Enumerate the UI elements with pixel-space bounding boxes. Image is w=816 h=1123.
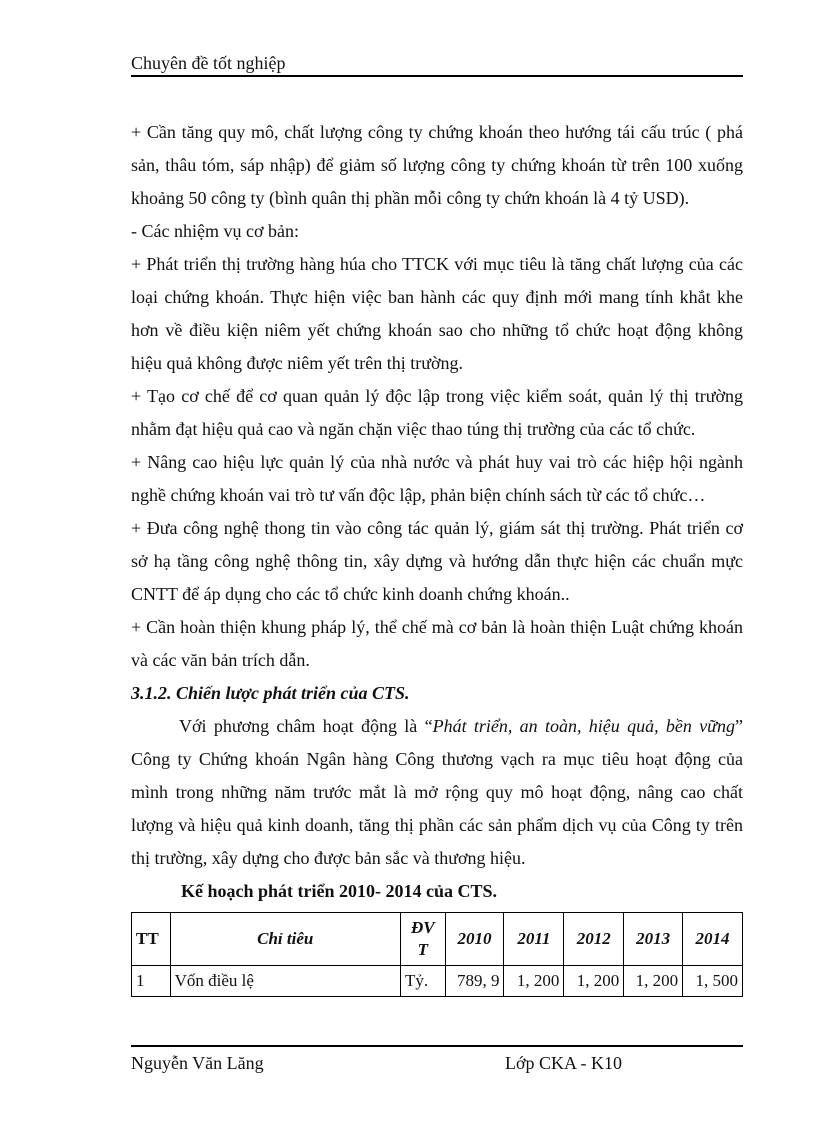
paragraph: + Cần tăng quy mô, chất lượng công ty chứng khoán theo hướng tái cấu trúc ( phá sản, thâu tóm, sáp nhập) để giảm số lượng công ty chứng khoán từ trên 100 xuống khoảng 50 công ty (bình quân thị phần mỗi công ty chứn khoán là 4 tỷ USD). xyxy=(131,122,743,208)
footer-author: Nguyễn Văn Lăng xyxy=(131,1053,264,1073)
table-cell: 1 xyxy=(132,966,171,997)
plan-table xyxy=(131,912,743,997)
section-heading: 3.1.2. Chiến lược phát triển của CTS. xyxy=(131,683,410,703)
document-body xyxy=(131,116,743,997)
table-cell: 1, 200 xyxy=(504,966,564,997)
header-cell-unit: ĐV T xyxy=(400,913,445,966)
table-cell: 1, 200 xyxy=(564,966,624,997)
footer-class: Lớp CKA - K10 xyxy=(505,1053,623,1073)
paragraph: - Các nhiệm vụ cơ bản: xyxy=(131,221,299,241)
intro-prefix: Với phương châm hoạt động là “ xyxy=(179,716,433,736)
page-footer xyxy=(131,1045,743,1073)
table-cell: 1, 200 xyxy=(624,966,683,997)
paragraph: + Phát triển thị trường hàng húa cho TTCK với mục tiêu là tăng chất lượng của các loại chứng khoán. Thực hiện việc ban hành các quy định mới mang tính khắt khe hơn về điều kiện niêm yết chứng khoán sao cho những tổ chức hoạt động không hiệu quả không được niêm yết trên thị trường. xyxy=(131,254,743,373)
table-cell: 789, 9 xyxy=(445,966,504,997)
paragraph: + Đưa công nghệ thong tin vào công tác quản lý, giám sát thị trường. Phát triển cơ sở hạ tầng công nghệ thông tin, xây dựng và hướng dẫn thực hiện các chuẩn mực CNTT để áp dụng cho các tổ chức kinh doanh chứng khoán.. xyxy=(131,518,743,604)
header-cell-2013: 2013 xyxy=(624,913,683,966)
page-header xyxy=(131,50,743,77)
table-row xyxy=(132,966,743,997)
table-cell: Vốn điều lệ xyxy=(170,966,400,997)
table-header-row xyxy=(132,913,743,966)
header-cell-indicator: Chỉ tiêu xyxy=(170,913,400,966)
header-cell-tt: TT xyxy=(132,913,171,966)
table-cell: 1, 500 xyxy=(683,966,743,997)
intro-motto: Phát triển, an toàn, hiệu quả, bền vững xyxy=(432,716,735,736)
table-caption: Kế hoạch phát triển 2010- 2014 của CTS. xyxy=(181,881,498,901)
header-title: Chuyên đề tốt nghiệp xyxy=(131,53,286,73)
paragraph: + Nâng cao hiệu lực quản lý của nhà nước và phát huy vai trò các hiệp hội ngành nghề chứng khoán vai trò tư vấn độc lập, phản biện chính sách từ các tổ chức… xyxy=(131,452,743,505)
header-cell-2012: 2012 xyxy=(564,913,624,966)
header-cell-2010: 2010 xyxy=(445,913,504,966)
intro-suffix: ” Công ty Chứng khoán Ngân hàng Công thương vạch ra mục tiêu hoạt động của mình trong những năm trước mắt là mở rộng quy mô hoạt động, nâng cao chất lượng và hiệu quả kinh doanh, tăng thị phần các sản phẩm dịch vụ của Công ty trên thị trường, xây dựng cho được bản sắc và thương hiệu. xyxy=(131,716,743,868)
header-cell-2014: 2014 xyxy=(683,913,743,966)
paragraph: + Tạo cơ chế để cơ quan quản lý độc lập trong việc kiểm soát, quản lý thị trường nhằm đạt hiệu quả cao và ngăn chặn việc thao túng thị trường của các tổ chức. xyxy=(131,386,743,439)
header-cell-2011: 2011 xyxy=(504,913,564,966)
table-cell: Tỷ. xyxy=(400,966,445,997)
section-intro xyxy=(131,710,743,875)
paragraph: + Cần hoàn thiện khung pháp lý, thể chế mà cơ bản là hoàn thiện Luật chứng khoán và các văn bản trích dẫn. xyxy=(131,617,743,670)
